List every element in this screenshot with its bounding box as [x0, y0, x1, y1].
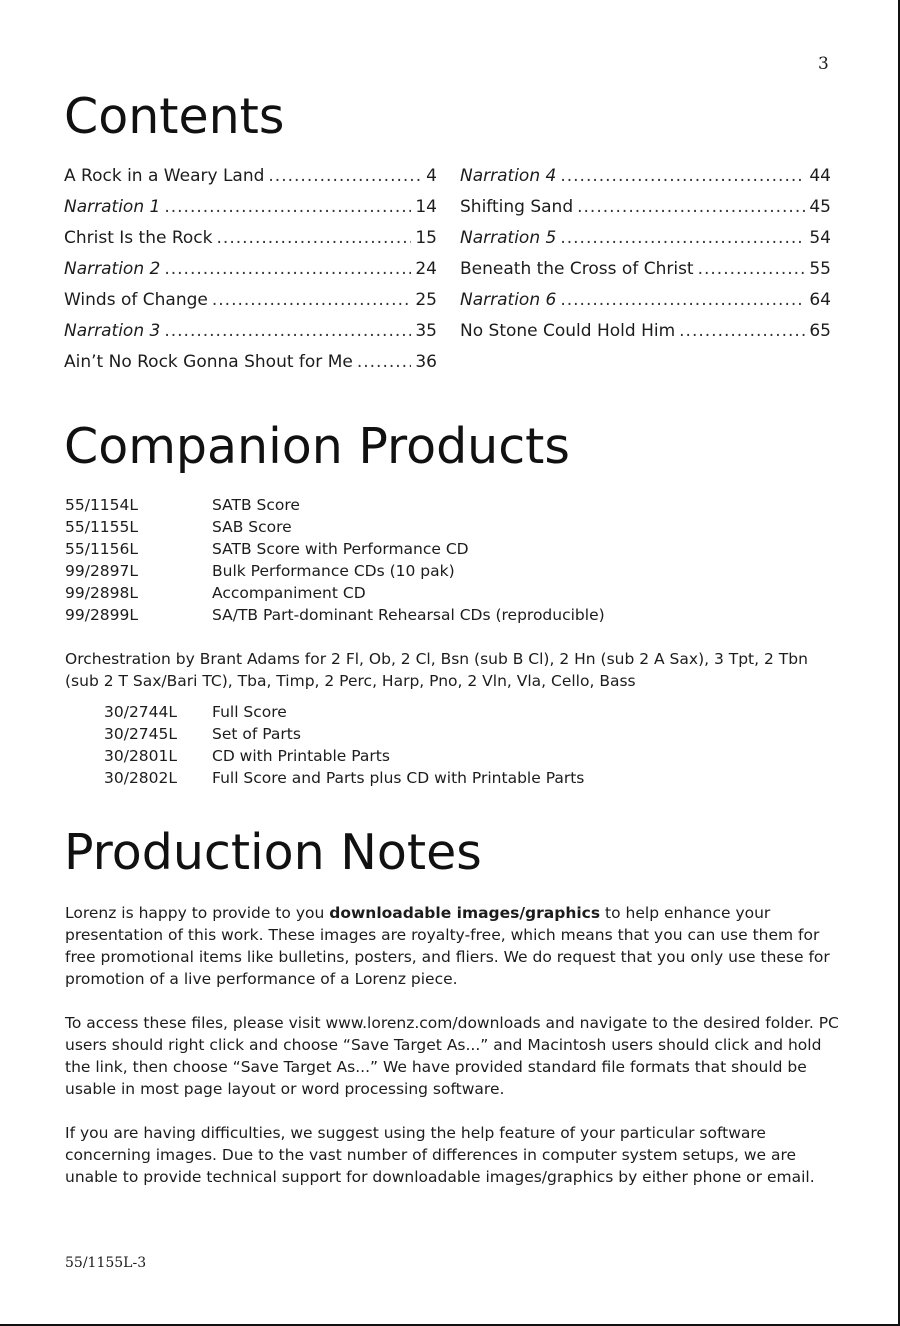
- toc-entry: [64, 166, 437, 197]
- product-desc: SAB Score: [212, 518, 292, 536]
- toc-entry: [460, 290, 831, 321]
- toc-page: 36: [415, 352, 437, 372]
- product-row: [65, 538, 605, 560]
- toc-title: Shifting Sand: [460, 197, 574, 217]
- orchestration-product-list: [104, 701, 584, 789]
- product-row: [65, 516, 605, 538]
- product-code: 99/2898L: [65, 584, 139, 602]
- product-code: 30/2801L: [104, 747, 178, 765]
- toc-title: Beneath the Cross of Christ: [460, 259, 694, 279]
- product-code: 30/2745L: [104, 725, 178, 743]
- product-desc: Full Score and Parts plus CD with Printable Parts: [212, 769, 585, 787]
- toc-entry: [64, 321, 437, 352]
- toc-title: Narration 2: [64, 259, 161, 279]
- toc-entry: [460, 166, 831, 197]
- toc-leader: [560, 290, 805, 310]
- toc-page: 35: [415, 321, 437, 341]
- page-number: 3: [818, 54, 829, 74]
- toc-page: 25: [415, 290, 437, 310]
- toc-page: 15: [415, 228, 437, 248]
- product-desc: Set of Parts: [212, 725, 301, 743]
- toc-page: 24: [415, 259, 437, 279]
- product-row: [104, 745, 584, 767]
- product-code: 55/1155L: [65, 518, 139, 536]
- toc-leader: [560, 228, 805, 248]
- toc-leader: [164, 321, 411, 341]
- toc-leader: [164, 197, 411, 217]
- product-row: [104, 723, 584, 745]
- toc-entry: [460, 321, 831, 352]
- product-desc: SATB Score with Performance CD: [212, 540, 469, 558]
- toc-page: 44: [809, 166, 831, 186]
- product-code: 99/2897L: [65, 562, 139, 580]
- product-desc: SA/TB Part-dominant Rehearsal CDs (reproducible): [212, 606, 605, 624]
- toc-page: 55: [809, 259, 831, 279]
- toc-page: 14: [415, 197, 437, 217]
- toc-title: Christ Is the Rock: [64, 228, 213, 248]
- toc-entry: [64, 228, 437, 259]
- toc-leader: [560, 166, 805, 186]
- product-list: [65, 494, 605, 626]
- production-notes-body: [65, 902, 845, 1210]
- toc-title: Narration 1: [64, 197, 161, 217]
- toc-leader: [698, 259, 806, 279]
- toc-title: Narration 4: [460, 166, 557, 186]
- toc-right-column: [460, 166, 831, 352]
- toc-title: Narration 5: [460, 228, 557, 248]
- product-desc: SATB Score: [212, 496, 300, 514]
- notes-paragraph-3: If you are having difficulties, we suggest using the help feature of your particular software concerning images. Due to the vast number of differences in computer system setups, we are unable to provide technical support for downloadable images/graphics by either phone or email.: [65, 1124, 815, 1186]
- notes-paragraph-1: [65, 902, 845, 990]
- toc-title: A Rock in a Weary Land: [64, 166, 265, 186]
- toc-leader: [217, 228, 412, 248]
- toc-page: 65: [809, 321, 831, 341]
- toc-leader: [577, 197, 805, 217]
- toc-left-column: [64, 166, 437, 383]
- product-code: 30/2802L: [104, 769, 178, 787]
- product-desc: Full Score: [212, 703, 287, 721]
- toc-leader: [212, 290, 411, 310]
- product-row: [65, 604, 605, 626]
- toc-leader: [268, 166, 422, 186]
- product-desc: Bulk Performance CDs (10 pak): [212, 562, 455, 580]
- toc-page: 54: [809, 228, 831, 248]
- toc-title: Winds of Change: [64, 290, 208, 310]
- toc-title: Ain’t No Rock Gonna Shout for Me: [64, 352, 353, 372]
- toc-entry: [64, 197, 437, 228]
- toc-leader: [679, 321, 805, 341]
- product-row: [104, 701, 584, 723]
- contents-heading: Contents: [64, 88, 285, 145]
- toc-entry: [460, 259, 831, 290]
- toc-entry: [64, 259, 437, 290]
- product-desc: Accompaniment CD: [212, 584, 366, 602]
- toc-page: 64: [809, 290, 831, 310]
- product-row: [65, 582, 605, 604]
- product-row: [65, 560, 605, 582]
- toc-title: Narration 3: [64, 321, 161, 341]
- product-code: 30/2744L: [104, 703, 178, 721]
- toc-leader: [164, 259, 411, 279]
- production-notes-heading: Production Notes: [64, 824, 482, 881]
- notes-p1-bold: downloadable images/graphics: [329, 904, 601, 922]
- toc-page: 4: [426, 166, 437, 186]
- toc-leader: [357, 352, 412, 372]
- product-code: 55/1154L: [65, 496, 139, 514]
- product-row: [65, 494, 605, 516]
- footer-code: 55/1155L-3: [65, 1255, 147, 1271]
- companion-products-heading: Companion Products: [64, 418, 570, 475]
- notes-p1-after: to help enhance your presentation of this work. These images are royalty-free, which means that you can use them for free promotional items like bulletins, posters, and fliers. We do request that you only use these for promotion of a live performance of a Lorenz piece.: [65, 904, 830, 988]
- product-code: 55/1156L: [65, 540, 139, 558]
- product-code: 99/2899L: [65, 606, 139, 624]
- toc-entry: [460, 197, 831, 228]
- notes-p1-before: Lorenz is happy to provide to you: [65, 904, 330, 922]
- toc-title: No Stone Could Hold Him: [460, 321, 676, 341]
- orchestration-text: Orchestration by Brant Adams for 2 Fl, Ob, 2 Cl, Bsn (sub B Cl), 2 Hn (sub 2 A Sax), 3 Tpt, 2 Tbn (sub 2 T Sax/Bari TC), Tba, Timp, 2 Perc, Harp, Pno, 2 Vln, Vla, Cello, Bass: [65, 650, 808, 690]
- product-row: [104, 767, 584, 789]
- toc-entry: [64, 290, 437, 321]
- toc-title: Narration 6: [460, 290, 557, 310]
- notes-paragraph-2: To access these files, please visit www.lorenz.com/downloads and navigate to the desired folder. PC users should right click and choose “Save Target As...” and Macintosh users should click and hold the link, then choose “Save Target As...” We have provided standard file formats that should be usable in most page layout or word processing software.: [65, 1014, 839, 1098]
- toc-entry: [64, 352, 437, 383]
- toc-entry: [460, 228, 831, 259]
- product-desc: CD with Printable Parts: [212, 747, 390, 765]
- toc-page: 45: [809, 197, 831, 217]
